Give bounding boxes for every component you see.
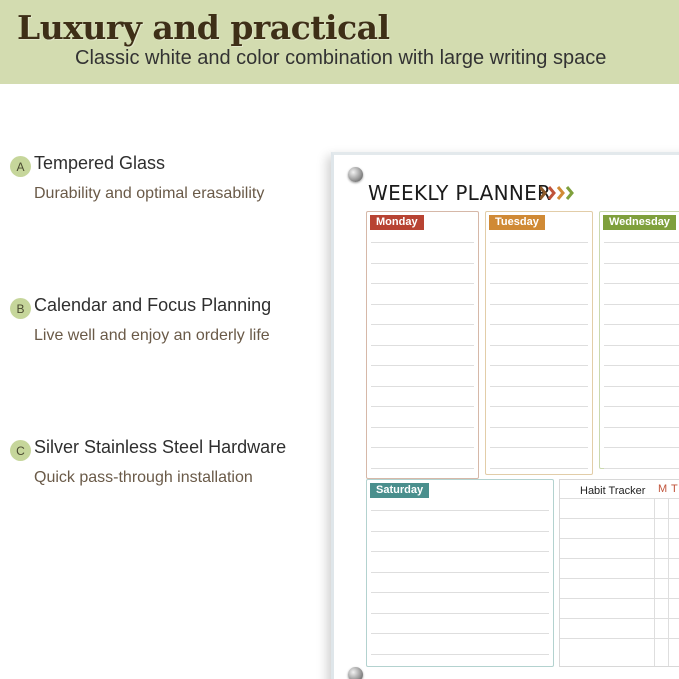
writing-line xyxy=(371,304,474,305)
habit-grid-line xyxy=(560,558,679,559)
bolt-top-left xyxy=(348,167,363,182)
writing-line xyxy=(490,406,588,407)
habit-day-monday: M xyxy=(658,483,668,495)
writing-line xyxy=(490,283,588,284)
badge-a: A xyxy=(10,156,31,177)
writing-line xyxy=(604,263,679,264)
badge-c: C xyxy=(10,440,31,461)
feature-title: Calendar and Focus Planning xyxy=(34,295,272,315)
feature-title: Tempered Glass xyxy=(34,153,166,173)
writing-line xyxy=(604,283,679,284)
habit-grid-line xyxy=(560,498,679,499)
writing-line xyxy=(604,345,679,346)
writing-line xyxy=(490,386,588,387)
writing-line xyxy=(604,365,679,366)
day-column-saturday[interactable] xyxy=(366,479,554,667)
writing-line xyxy=(371,468,474,469)
day-label-monday: Monday xyxy=(370,215,424,230)
weekly-planner-board xyxy=(331,152,679,679)
day-label-saturday: Saturday xyxy=(370,483,429,498)
writing-line xyxy=(371,551,549,552)
habit-grid-line xyxy=(654,498,655,666)
writing-line xyxy=(490,468,588,469)
day-label-tuesday: Tuesday xyxy=(489,215,545,230)
writing-line xyxy=(371,345,474,346)
habit-grid-line xyxy=(560,518,679,519)
writing-line xyxy=(371,263,474,264)
feature-item-a xyxy=(10,153,310,213)
habit-day-tuesday: T xyxy=(671,483,678,495)
habit-grid-line xyxy=(560,618,679,619)
banner-title: Luxury and practical xyxy=(17,8,390,47)
writing-line xyxy=(371,633,549,634)
day-column-wednesday[interactable] xyxy=(599,211,679,469)
header-banner xyxy=(0,0,679,84)
day-label-wednesday: Wednesday xyxy=(603,215,676,230)
banner-subtitle: Classic white and color combination with large writing space xyxy=(75,47,607,69)
badge-b: B xyxy=(10,298,31,319)
writing-line xyxy=(604,406,679,407)
habit-tracker[interactable] xyxy=(559,479,679,667)
writing-line xyxy=(371,386,474,387)
writing-line xyxy=(604,427,679,428)
feature-description: Quick pass-through installation xyxy=(34,469,253,486)
writing-line xyxy=(604,242,679,243)
feature-title: Silver Stainless Steel Hardware xyxy=(34,437,287,457)
writing-line xyxy=(490,365,588,366)
writing-line xyxy=(490,324,588,325)
writing-line xyxy=(490,242,588,243)
writing-line xyxy=(604,386,679,387)
habit-grid-line xyxy=(560,638,679,639)
feature-item-b xyxy=(10,295,310,355)
day-column-tuesday[interactable] xyxy=(485,211,593,475)
planner-title: WEEKLY PLANNER xyxy=(368,181,552,205)
day-column-monday[interactable] xyxy=(366,211,479,479)
writing-line xyxy=(371,427,474,428)
writing-line xyxy=(371,447,474,448)
writing-line xyxy=(371,613,549,614)
feature-description: Live well and enjoy an orderly life xyxy=(34,327,270,344)
habit-tracker-title: Habit Tracker xyxy=(580,485,646,497)
writing-line xyxy=(371,572,549,573)
chevron-arrows-icon xyxy=(540,186,580,200)
writing-line xyxy=(371,592,549,593)
writing-line xyxy=(371,531,549,532)
habit-grid-line xyxy=(560,598,679,599)
feature-item-c xyxy=(10,437,310,497)
feature-description: Durability and optimal erasability xyxy=(34,185,265,202)
writing-line xyxy=(490,304,588,305)
writing-line xyxy=(490,345,588,346)
writing-line xyxy=(371,406,474,407)
habit-grid-line xyxy=(560,578,679,579)
habit-grid-line xyxy=(668,498,669,666)
writing-line xyxy=(371,510,549,511)
writing-line xyxy=(604,447,679,448)
writing-line xyxy=(490,263,588,264)
writing-line xyxy=(371,283,474,284)
writing-line xyxy=(371,654,549,655)
writing-line xyxy=(604,468,679,469)
bolt-bottom-left xyxy=(348,667,363,679)
habit-grid-line xyxy=(560,538,679,539)
writing-line xyxy=(490,447,588,448)
writing-line xyxy=(371,324,474,325)
writing-line xyxy=(604,304,679,305)
writing-line xyxy=(371,365,474,366)
writing-line xyxy=(371,242,474,243)
writing-line xyxy=(490,427,588,428)
writing-line xyxy=(604,324,679,325)
